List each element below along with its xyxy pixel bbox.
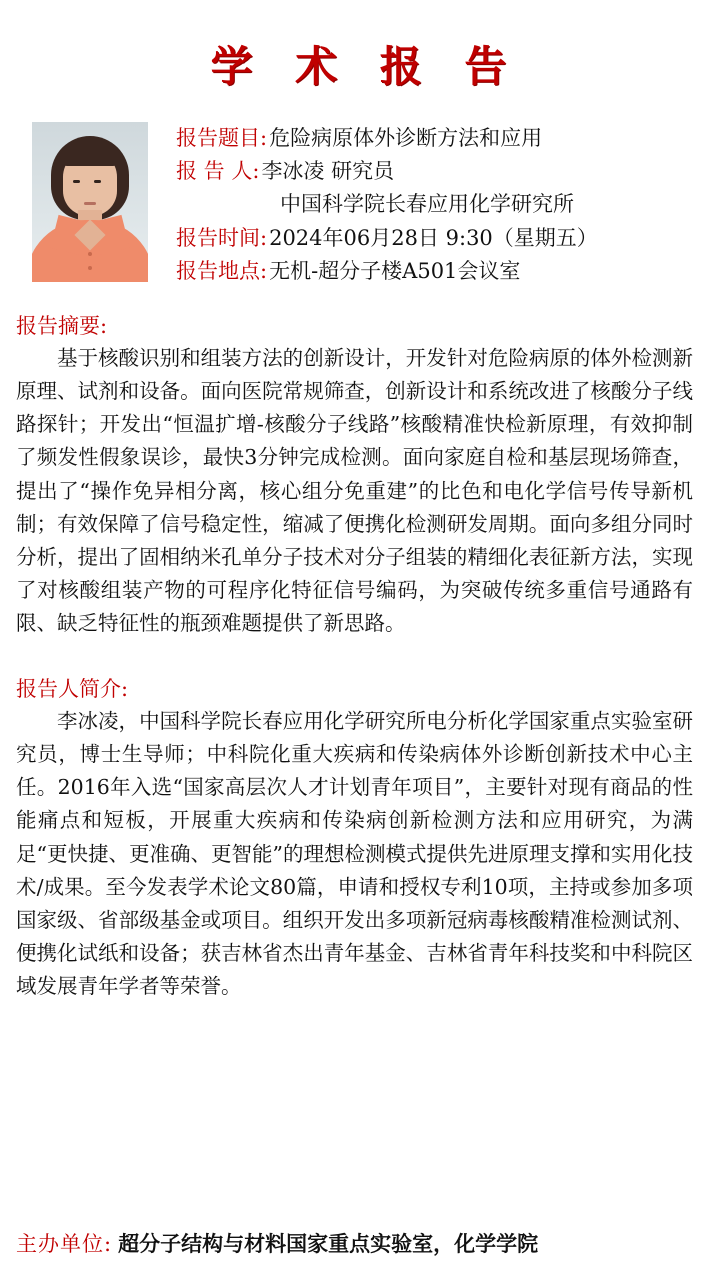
talk-topic-row (176, 122, 717, 155)
talk-speaker-value: 李冰凌 研究员 (261, 159, 395, 184)
talk-topic-value: 危险病原体外诊断方法和应用 (269, 126, 543, 150)
portrait-button-lower (88, 266, 92, 270)
portrait-button-upper (88, 252, 92, 256)
bio-section (0, 673, 717, 1004)
portrait-mouth (84, 202, 96, 205)
talk-time-row (176, 222, 717, 255)
portrait-fringe (59, 144, 121, 166)
talk-place-row (176, 255, 717, 288)
portrait-eye-left (73, 180, 80, 183)
abstract-text: 基于核酸识别和组装方法的创新设计，开发针对危险病原的体外检测新原理、试剂和设备。面向医院常规筛查，创新设计和系统改进了核酸分子线路探针；开发出“恒温扩增-核酸分子线路”核酸精准快检新原理，有效抑制了频发性假象误诊，最快3分钟完成检测。面向家庭自检和基层现场筛查，提出了“操作免异相分离，核心组分免重建”的比色和电化学信号传导新机制；有效保障了信号稳定性，缩减了便携化检测研发周期。面向多组分同时分析，提出了固相纳米孔单分子技术对分子组装的精细化表征新方法，实现了对核酸组装产物的可程序化特征信号编码，为突破传统多重信号通路有限、缺乏特征性的瓶颈难题提供了新思路。 (16, 345, 693, 636)
page-title: 学 术 报 告 (210, 42, 521, 91)
talk-info (176, 122, 717, 288)
talk-time-label: 报告时间: (176, 225, 268, 250)
talk-topic-label: 报告题目: (176, 126, 268, 150)
talk-place-value: 无机-超分子楼A501会议室 (269, 258, 521, 283)
talk-time-value: 2024年06月28日 9:30（星期五） (269, 225, 598, 250)
talk-speaker-label: 报 告 人: (176, 159, 260, 184)
abstract-section (0, 310, 717, 641)
avatar (32, 122, 148, 282)
header-row (0, 122, 717, 288)
talk-speaker-row (176, 155, 717, 188)
section-spacer (0, 641, 717, 651)
bio-title: 报告人简介: (16, 676, 129, 701)
organizer-footer (16, 1228, 538, 1258)
portrait-eye-right (94, 180, 101, 183)
talk-affiliation-row (176, 188, 717, 221)
organizer-label: 主办单位: (16, 1232, 113, 1256)
bio-text: 李冰凌，中国科学院长春应用化学研究所电分析化学国家重点实验室研究员，博士生导师；中科院化重大疾病和传染病体外诊断创新技术中心主任。2016年入选“国家高层次人才计划青年项目”，主要针对现有商品的性能痛点和短板，开展重大疾病和传染病创新检测方法和应用研究，为满足“更快捷、更准确、更智能”的理想检测模式提供先进原理支撑和实用化技术/成果。至今发表学术论文80篇，申请和授权专利10项，主持或参加多项国家级、省部级基金或项目。组织开发出多项新冠病毒核酸精准检测试剂、便携化试纸和设备；获吉林省杰出青年基金、吉林省青年科技奖和中科院区域发展青年学者等荣誉。 (16, 708, 693, 999)
abstract-title: 报告摘要: (16, 313, 108, 338)
talk-place-label: 报告地点: (176, 258, 268, 283)
talk-speaker-affiliation: 中国科学院长春应用化学研究所 (280, 192, 574, 217)
organizer-value: 超分子结构与材料国家重点实验室，化学学院 (118, 1231, 539, 1256)
